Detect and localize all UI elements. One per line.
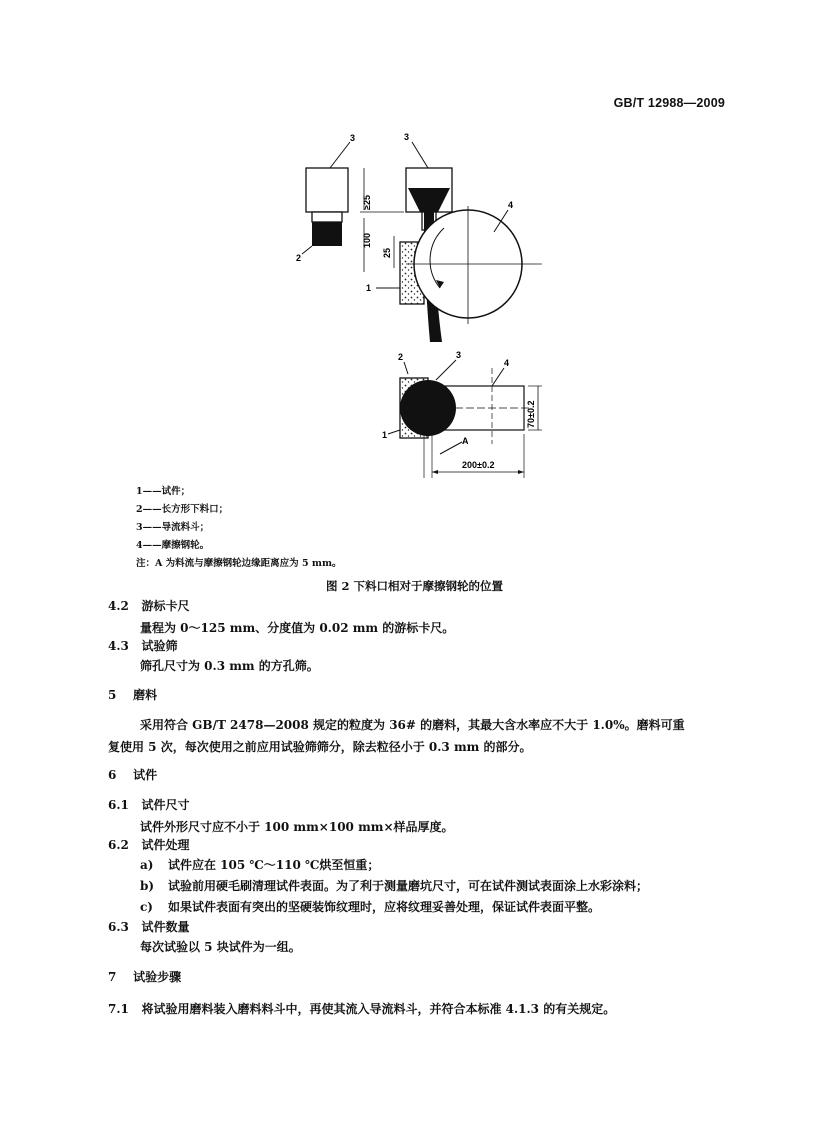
list-text: 试件应在 105 ℃～110 ℃烘至恒重；: [168, 858, 380, 872]
section-title: 磨料: [133, 688, 158, 702]
dim-a: A: [462, 436, 469, 446]
section-4-3-text: 筛孔尺寸为 0.3 mm 的方孔筛。: [140, 659, 319, 673]
section-title: 试件处理: [141, 838, 190, 852]
section-number: 6.2: [108, 838, 129, 852]
dim-ge25: ≥25: [362, 195, 372, 210]
list-text: 如果试件表面有突出的坚硬装饰纹理时，应将纹理妥善处理，保证试件表面平整。: [168, 900, 601, 914]
stream-cross-section: [400, 380, 456, 436]
section-number: 4.2: [108, 599, 129, 613]
section-number: 6.1: [108, 798, 129, 812]
section-4-3-heading: [108, 637, 177, 654]
section-number: 7: [108, 970, 117, 984]
callout-2-bottom: 2: [398, 352, 404, 362]
section-4-2-heading: [108, 597, 189, 614]
legend-item: 4——摩擦钢轮。: [136, 540, 210, 551]
standard-number: GB/T 12988—2009: [613, 96, 725, 110]
section-body: 将试验用磨料装入磨料料斗中，再使其流入导流料斗，并符合本标准 4.1.3 的有关规定。: [141, 1002, 616, 1016]
section-7-1-text: [108, 1000, 615, 1017]
callout-1: 1: [366, 283, 372, 293]
legend-item: 2——长方形下料口；: [136, 504, 229, 515]
section-6-heading: [108, 766, 157, 783]
figure-2-diagram: [290, 128, 550, 350]
left-hopper: [306, 168, 348, 246]
section-number: 6.3: [108, 920, 129, 934]
section-title: 试验筛: [141, 639, 178, 653]
section-number: 6: [108, 768, 117, 782]
list-item: [140, 856, 379, 873]
figure-bottom-diagram: [380, 348, 550, 480]
section-number: 7.1: [108, 1002, 129, 1016]
dim-25: 25: [382, 247, 392, 258]
list-marker: a): [140, 858, 154, 872]
section-5-heading: [108, 686, 157, 703]
section-6-1-heading: [108, 796, 189, 813]
callout-3-bottom: 3: [456, 350, 462, 360]
section-title: 试件数量: [141, 920, 190, 934]
list-marker: c): [140, 900, 153, 914]
list-item: [140, 877, 648, 894]
callout-4-bottom: 4: [504, 358, 510, 368]
list-marker: b): [140, 879, 155, 893]
dim-width: 200±0.2: [462, 460, 495, 470]
callout-4: 4: [508, 200, 514, 210]
section-6-1-text: 试件外形尺寸应不小于 100 mm×100 mm×样品厚度。: [140, 820, 454, 834]
callout-1-bottom: 1: [382, 430, 388, 440]
section-title: 试验步骤: [133, 970, 182, 984]
figure-2-caption: 图 2 下料口相对于摩擦钢轮的位置: [325, 579, 503, 593]
section-5-line2: 复使用 5 次，每次使用之前应用试验筛筛分，除去粒径小于 0.3 mm 的部分。: [108, 740, 532, 754]
dim-100: 100: [362, 232, 372, 248]
section-number: 4.3: [108, 639, 129, 653]
section-6-3-heading: [108, 918, 189, 935]
section-number: 5: [108, 688, 117, 702]
figure-legend: [136, 483, 342, 573]
dim-height: 70±0.2: [526, 400, 536, 428]
callout-3-left: 3: [350, 133, 356, 143]
list-text: 试验前用硬毛刷清理试件表面。为了利于测量磨坑尺寸，可在试件测试表面涂上水彩涂料；: [168, 879, 649, 893]
section-title: 试件尺寸: [141, 798, 190, 812]
section-title: 游标卡尺: [141, 599, 190, 613]
section-4-2-text: 量程为 0～125 mm、分度值为 0.02 mm 的游标卡尺。: [140, 621, 455, 635]
section-7-heading: [108, 968, 181, 985]
list-item: [140, 898, 600, 915]
section-title: 试件: [133, 768, 158, 782]
section-6-2-heading: [108, 836, 189, 853]
legend-item: 3——导流料斗；: [136, 522, 210, 533]
section-6-3-text: 每次试验以 5 块试件为一组。: [140, 940, 301, 954]
section-5-line1: 采用符合 GB/T 2478—2008 规定的粒度为 36# 的磨料，其最大含水率应不大于 1.0%。磨料可重: [140, 718, 685, 732]
callout-2-left: 2: [296, 253, 302, 263]
legend-note: 注：A 为料流与摩擦钢轮边缘距离应为 5 mm。: [136, 558, 342, 569]
callout-3-right: 3: [404, 132, 410, 142]
legend-item: 1——试件；: [136, 486, 191, 497]
